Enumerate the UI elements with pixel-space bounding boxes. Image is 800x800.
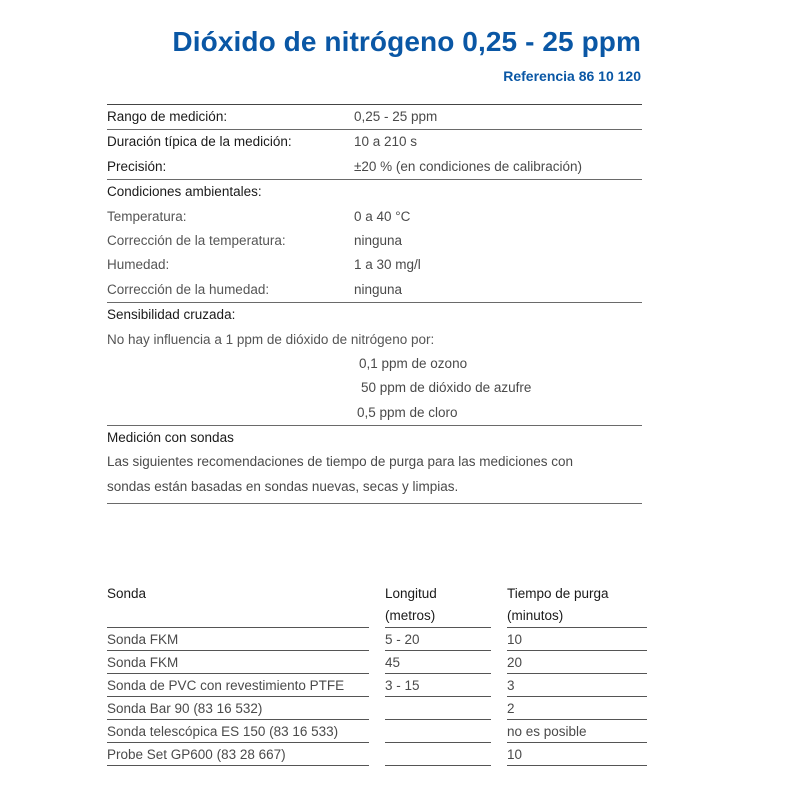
spec-row-probes <box>107 426 642 450</box>
spec-row-duration <box>107 130 642 154</box>
spec-value: 0,25 - 25 ppm <box>354 109 438 124</box>
column-header-probe: Sonda <box>107 586 147 601</box>
spec-value: ±20 % (en condiciones de calibración) <box>354 158 583 174</box>
spec-row-range <box>107 105 642 129</box>
spec-row-humidity <box>107 253 642 277</box>
column-header-length: Longitud <box>385 586 437 601</box>
cross-item: 0,5 ppm de cloro <box>357 404 458 420</box>
divider <box>107 765 369 766</box>
spec-row-env <box>107 180 642 204</box>
spec-row-cross <box>107 303 642 327</box>
spec-row-hum-corr <box>107 278 642 302</box>
spec-row-temp <box>107 205 642 229</box>
spec-value: 0 a 40 °C <box>354 208 411 224</box>
cross-item: 0,1 ppm de ozono <box>359 355 468 371</box>
spec-value: ninguna <box>354 281 403 297</box>
spec-label: Corrección de la humedad: <box>107 281 270 297</box>
spec-label: Corrección de la temperatura: <box>107 232 286 248</box>
section-heading: Medición con sondas <box>107 430 234 446</box>
probe-table <box>107 583 647 767</box>
spec-section <box>107 104 642 504</box>
table-bottom <box>107 765 647 767</box>
spec-row-precision <box>107 155 642 179</box>
reference-number: Referencia 86 10 120 <box>503 68 641 84</box>
table-row: Sonda FKM 45 20 <box>107 650 647 673</box>
spec-value: ninguna <box>354 232 403 248</box>
table-row: Sonda telescópica ES 150 (83 16 533) no es posible <box>107 719 647 742</box>
column-header-purge: Tiempo de purga <box>507 586 609 601</box>
table-row: Probe Set GP600 (83 28 667) 10 <box>107 742 647 765</box>
spec-label: Temperatura: <box>107 208 187 224</box>
spec-row-temp-corr <box>107 229 642 253</box>
section-heading: Sensibilidad cruzada: <box>107 307 236 323</box>
section-heading: Condiciones ambientales: <box>107 184 262 200</box>
divider <box>507 765 647 766</box>
spec-label: Rango de medición: <box>107 109 228 124</box>
probes-paragraph: Las siguientes recomendaciones de tiempo de purga para las mediciones con sondas están basadas en sondas nuevas, secas y limpias. <box>107 454 574 494</box>
cross-item: 50 ppm de dióxido de azufre <box>361 380 532 396</box>
table-row: Sonda Bar 90 (83 16 532) 2 <box>107 696 647 719</box>
column-header-length-unit: (metros) <box>385 608 436 623</box>
divider <box>107 503 642 504</box>
page-title: Dióxido de nitrógeno 0,25 - 25 ppm <box>172 26 641 57</box>
spec-value: 1 a 30 mg/l <box>354 257 421 273</box>
spec-label: Precisión: <box>107 158 167 174</box>
divider <box>385 765 491 766</box>
column-header-purge-unit: (minutos) <box>507 608 564 623</box>
spec-value: 10 a 210 s <box>354 134 418 150</box>
spec-label: Duración típica de la medición: <box>107 134 292 150</box>
table-header <box>107 583 647 627</box>
cross-sensitivity-text: No hay influencia a 1 ppm de dióxido de nitrógeno por: <box>107 331 435 347</box>
table-row: Sonda FKM 5 - 20 10 <box>107 627 647 650</box>
spec-label: Humedad: <box>107 257 170 273</box>
table-row: Sonda de PVC con revestimiento PTFE 3 - 15 3 <box>107 673 647 696</box>
